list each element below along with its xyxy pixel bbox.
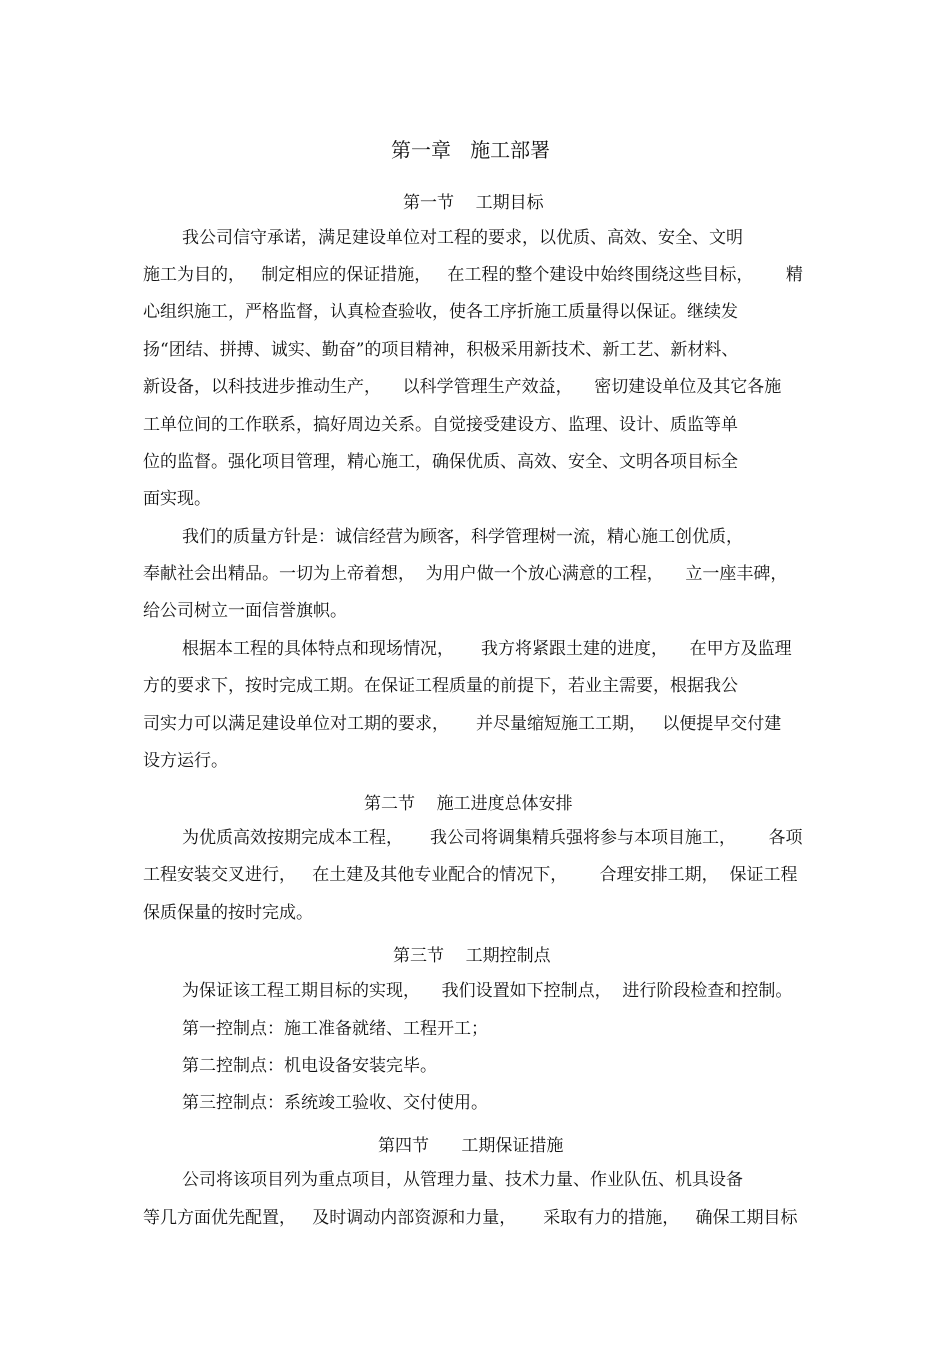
paragraph-line: 设方运行。 (143, 751, 228, 771)
paragraph-line: 面实现。 (143, 489, 211, 509)
control-point-item: 第一控制点：施工准备就绪、工程开工； (182, 1019, 488, 1039)
paragraph-line: 工单位间的工作联系，搞好周边关系。自觉接受建设方、监理、设计、质监等单 (143, 415, 738, 435)
paragraph-line: 方的要求下，按时完成工期。在保证工程质量的前提下，若业主需要，根据我公 (143, 676, 738, 696)
paragraph-line: 新设备，以科技进步推动生产， 以科学管理生产效益， 密切建设单位及其它各施 (143, 377, 782, 397)
section-1-heading: 第一节 工期目标 (403, 193, 544, 213)
paragraph-line: 心组织施工，严格监督，认真检查验收，使各工序折施工质量得以保证。继续发 (143, 302, 738, 322)
paragraph-line: 保质保量的按时完成。 (143, 903, 313, 923)
paragraph-line: 公司将该项目列为重点项目，从管理力量、技术力量、作业队伍、机具设备 (182, 1170, 743, 1190)
section-2-heading: 第二节 施工进度总体安排 (364, 794, 573, 814)
paragraph-line: 为优质高效按期完成本工程， 我公司将调集精兵强将参与本项目施工， 各项 (182, 828, 803, 848)
control-point-item: 第二控制点：机电设备安装完毕。 (182, 1056, 437, 1076)
paragraph-line: 根据本工程的具体特点和现场情况， 我方将紧跟土建的进度， 在甲方及监理 (182, 639, 792, 659)
paragraph-line: 我公司信守承诺，满足建设单位对工程的要求，以优质、高效、安全、文明 (182, 228, 743, 248)
chapter-title: 第一章 施工部署 (391, 138, 551, 162)
section-4-heading: 第四节 工期保证措施 (378, 1136, 564, 1156)
control-point-item: 第三控制点：系统竣工验收、交付使用。 (182, 1093, 488, 1113)
paragraph-line: 我们的质量方针是：诚信经营为顾客，科学管理树一流，精心施工创优质， (182, 527, 743, 547)
paragraph-line: 位的监督。强化项目管理，精心施工，确保优质、高效、安全、文明各项目标全 (143, 452, 738, 472)
paragraph-line: 扬“团结、拼搏、诚实、勤奋”的项目精神，积极采用新技术、新工艺、新材料、 (143, 340, 739, 360)
paragraph-line: 司实力可以满足建设单位对工期的要求， 并尽量缩短施工工期， 以便提早交付建 (143, 714, 782, 734)
paragraph-line: 施工为目的， 制定相应的保证措施， 在工程的整个建设中始终围绕这些目标， 精 (143, 265, 803, 285)
paragraph-line: 工程安装交叉进行， 在土建及其他专业配合的情况下， 合理安排工期， 保证工程 (143, 865, 798, 885)
paragraph-line: 给公司树立一面信誉旗帜。 (143, 601, 347, 621)
paragraph-line: 奉献社会出精品。一切为上帝着想， 为用户做一个放心满意的工程， 立一座丰碑， (143, 564, 788, 584)
paragraph-line: 等几方面优先配置， 及时调动内部资源和力量， 采取有力的措施， 确保工期目标 (143, 1208, 798, 1228)
paragraph-line: 为保证该工程工期目标的实现， 我们设置如下控制点， 进行阶段检查和控制。 (182, 981, 793, 1001)
section-3-heading: 第三节 工期控制点 (393, 946, 551, 966)
